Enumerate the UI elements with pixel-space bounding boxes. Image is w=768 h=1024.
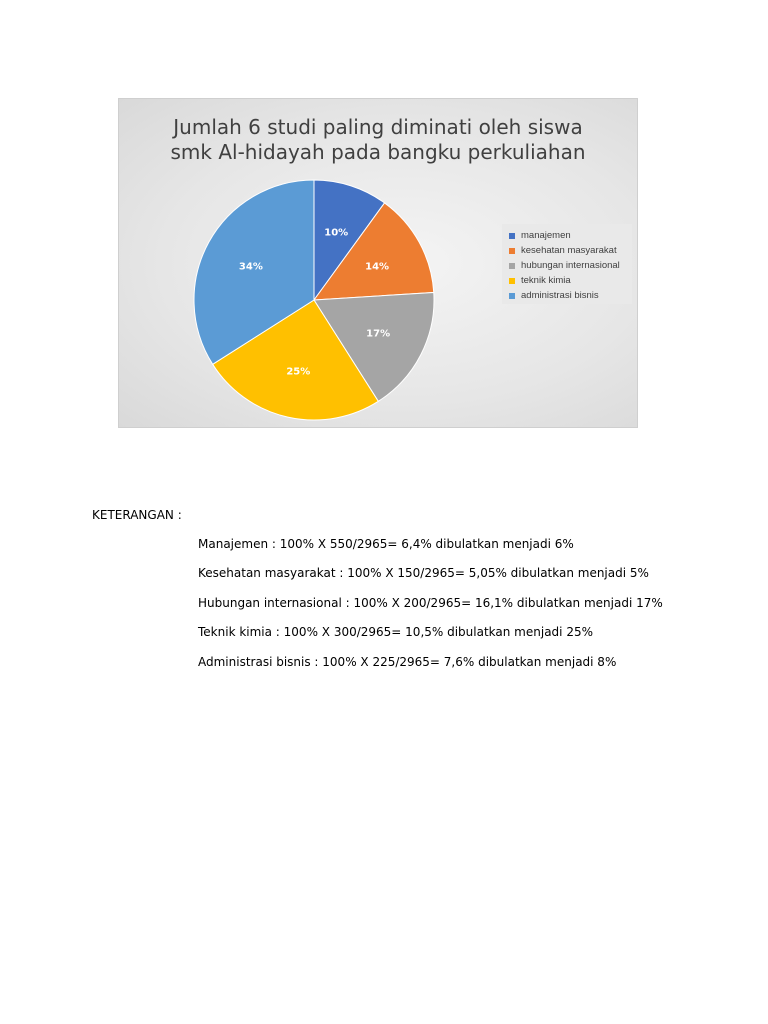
legend-label: manajemen bbox=[521, 230, 571, 241]
slice-label-teknik-kimia: 25% bbox=[286, 366, 311, 378]
legend-label: hubungan internasional bbox=[521, 260, 620, 271]
slice-label-kesehatan-masyarakat: 14% bbox=[365, 261, 390, 273]
note-line-teknik-kimia: Teknik kimia : 100% X 300/2965= 10,5% dibulatkan menjadi 25% bbox=[198, 625, 593, 639]
note-line-manajemen: Manajemen : 100% X 550/2965= 6,4% dibulatkan menjadi 6% bbox=[198, 537, 574, 551]
slice-label-manajemen: 10% bbox=[324, 227, 349, 239]
note-line-kesehatan-masyarakat: Kesehatan masyarakat : 100% X 150/2965= 5,05% dibulatkan menjadi 5% bbox=[198, 566, 649, 580]
legend-label: administrasi bisnis bbox=[521, 290, 599, 301]
chart-title-line-2: smk Al-hidayah pada bangku perkuliahan bbox=[170, 140, 586, 164]
slice-label-administrasi-bisnis: 34% bbox=[238, 261, 263, 273]
legend-label: kesehatan masyarakat bbox=[521, 245, 617, 256]
slice-label-hubungan-internasional: 17% bbox=[366, 328, 391, 340]
notes-heading: KETERANGAN : bbox=[92, 508, 182, 522]
note-line-administrasi-bisnis: Administrasi bisnis : 100% X 225/2965= 7,6% dibulatkan menjadi 8% bbox=[198, 655, 617, 669]
chart-title-line-1: Jumlah 6 studi paling diminati oleh siswa bbox=[173, 115, 583, 139]
legend-label: teknik kimia bbox=[521, 275, 571, 286]
note-line-hubungan-internasional: Hubungan internasional : 100% X 200/2965= 16,1% dibulatkan menjadi 17% bbox=[198, 596, 663, 610]
